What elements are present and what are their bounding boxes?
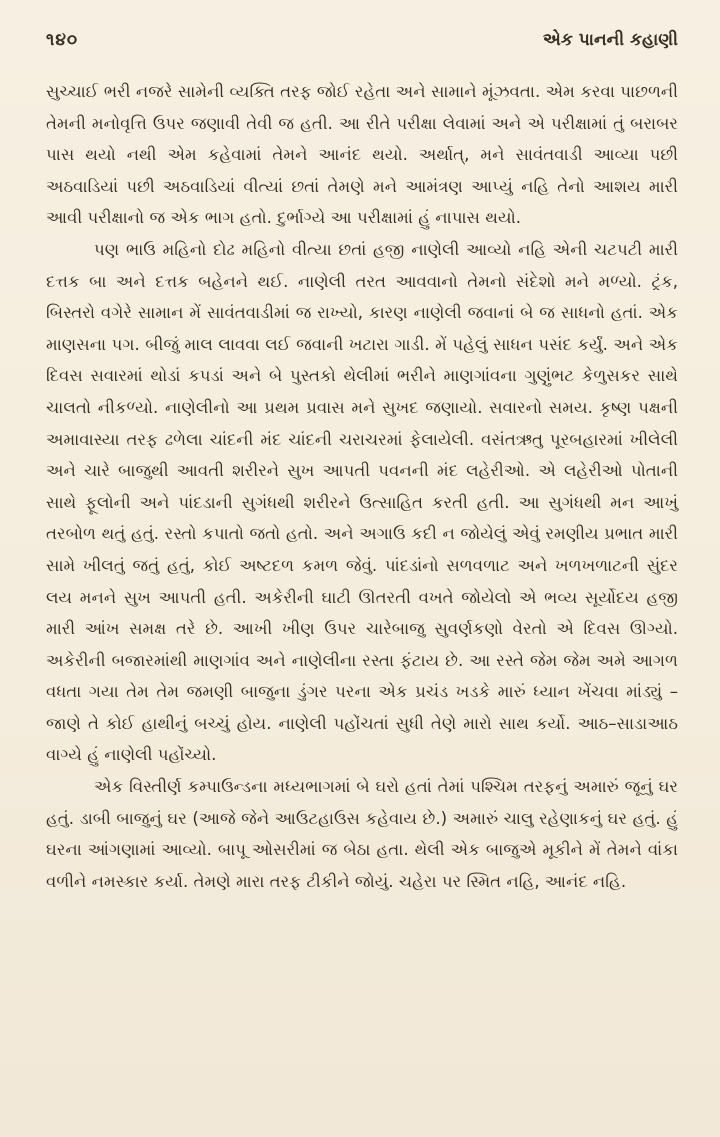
- page-number: ૧૪૦: [46, 30, 79, 50]
- paragraph-3: એક વિસ્તીર્ણ કમ્પાઉન્ડના મધ્યભાગમાં બે ઘરો હતાં તેમાં પશ્ચિમ તરફનું અમારું જૂનું ઘર હતું. ડાબી બાજુનું ઘર (આજે જેને આઉટહાઉસ કહેવાય છે.) અમારું ચાલુ રહેણાકનું ઘર હતું. હું ઘરના આંગણામાં આવ્યો. બાપૂ ઓસરીમાં જ બેઠા હતા. થેલી એક બાજુએ મૂકીને મેં તેમને વાંકા વળીને નમસ્કાર કર્યા. તેમણે મારા તરફ ટીકીને જોયું. ચહેરા પર સ્મિત નહિ, આનંદ નહિ.: [46, 777, 678, 891]
- page-header: [46, 30, 678, 70]
- running-title: એક પાનની કહાણી: [542, 30, 678, 50]
- body-text: [46, 76, 678, 897]
- paragraph-2: પણ ભાઉ મહિનો દોઢ મહિનો વીત્યા છતાં હજી નાણેલી આવ્યો નહિ એની ચટપટી મારી દત્તક બા અને દત્તક બહેનને થઈ. નાણેલી તરત આવવાનો તેમનો સંદેશો મને મળ્યો. ટ્રંક, બિસ્તરો વગેરે સામાન મેં સાવંતવાડીમાં જ રાખ્યો, કારણ નાણેલી જવાનાં બે જ સાધનો હતાં. એક માણસના પગ. બીજું માલ લાવવા લઈ જવાની ખટારા ગાડી. મેં પહેલું સાધન પસંદ કર્યું. અને એક દિવસ સવારમાં થોડાં કપડાં અને બે પુસ્તકો થેલીમાં ભરીને માણગાંવના ગુણુંભટ કેળુસકર સાથે ચાલતો નીકળ્યો. નાણેલીનો આ પ્રથમ પ્રવાસ મને સુખદ જણાયો. સવારનો સમય. કૃષ્ણ પક્ષની અમાવાસ્યા તરફ ઢળેલા ચાંદની મંદ ચાંદની ચરાચરમાં ફેલાયેલી. વસંતઋતુ પૂરબહારમાં ખીલેલી અને ચારે બાજુથી આવતી શરીરને સુખ આપતી પવનની મંદ લહેરીઓ. એ લહેરીઓ પોતાની સાથે ફૂલોની અને પાંદડાની સુગંધથી શરીરને ઉત્સાહિત કરતી હતી. આ સુગંધથી મન આખું તરબોળ થતું હતું. રસ્તો કપાતો જતો હતો. અને અગાઉ કદી ન જોયેલું એવું રમણીય પ્રભાત મારી સામે ખીલતું જતું હતું, કોઈ અષ્ટદળ કમળ જેવું. પાંદડાંનો સળવળાટ અને ખળખળાટની સુંદર લય મનને સુખ આપતી હતી. અકેરીની ઘાટી ઊતરતી વખતે જોયેલો એ ભવ્ય સૂર્યોદય હજી મારી આંખ સમક્ષ તરે છે. આખી ખીણ ઉપર ચારેબાજુ સુવર્ણકણો વેરતો એ દિવસ ઊગ્યો. અકેરીની બજારમાંથી માણગાંવ અને નાણેલીના રસ્તા ફંટાય છે. આ રસ્તે જેમ જેમ અમે આગળ વધતા ગયા તેમ તેમ જમણી બાજુના ડુંગર પરના એક પ્રચંડ ખડકે મારું ધ્યાન ખેંચવા માંડ્યું – જાણે તે કોઈ હાથીનું બચ્ચું હોય. નાણેલી પહોંચતાં સુધી તેણે મારો સાથ કર્યો. આઠ–સાડાઆઠ વાગ્યે હું નાણેલી પહોંચ્યો.: [46, 239, 678, 765]
- paragraph-1: સુચ્ચાઈ ભરી નજરે સામેની વ્યક્તિ તરફ જોઈ રહેતા અને સામાને મૂંઝવતા. એમ કરવા પાછળની તેમની મનોવૃત્તિ ઉપર જણાવી તેવી જ હતી. આ રીતે પરીક્ષા લેવામાં અને એ પરીક્ષામાં તું બરાબર પાસ થયો નથી એમ કહેવામાં તેમને આનંદ થયો. અર્થાત્, મને સાવંતવાડી આવ્યા પછી અઠવાડિયાં પછી અઠવાડિયાં વીત્યાં છતાં તેમણે મને આમંત્રણ આપ્યું નહિ તેનો આશય મારી આવી પરીક્ષાનો જ એક ભાગ હતો. દુર્ભાગ્યે આ પરીક્ષામાં હું નાપાસ થયો.: [46, 82, 678, 228]
